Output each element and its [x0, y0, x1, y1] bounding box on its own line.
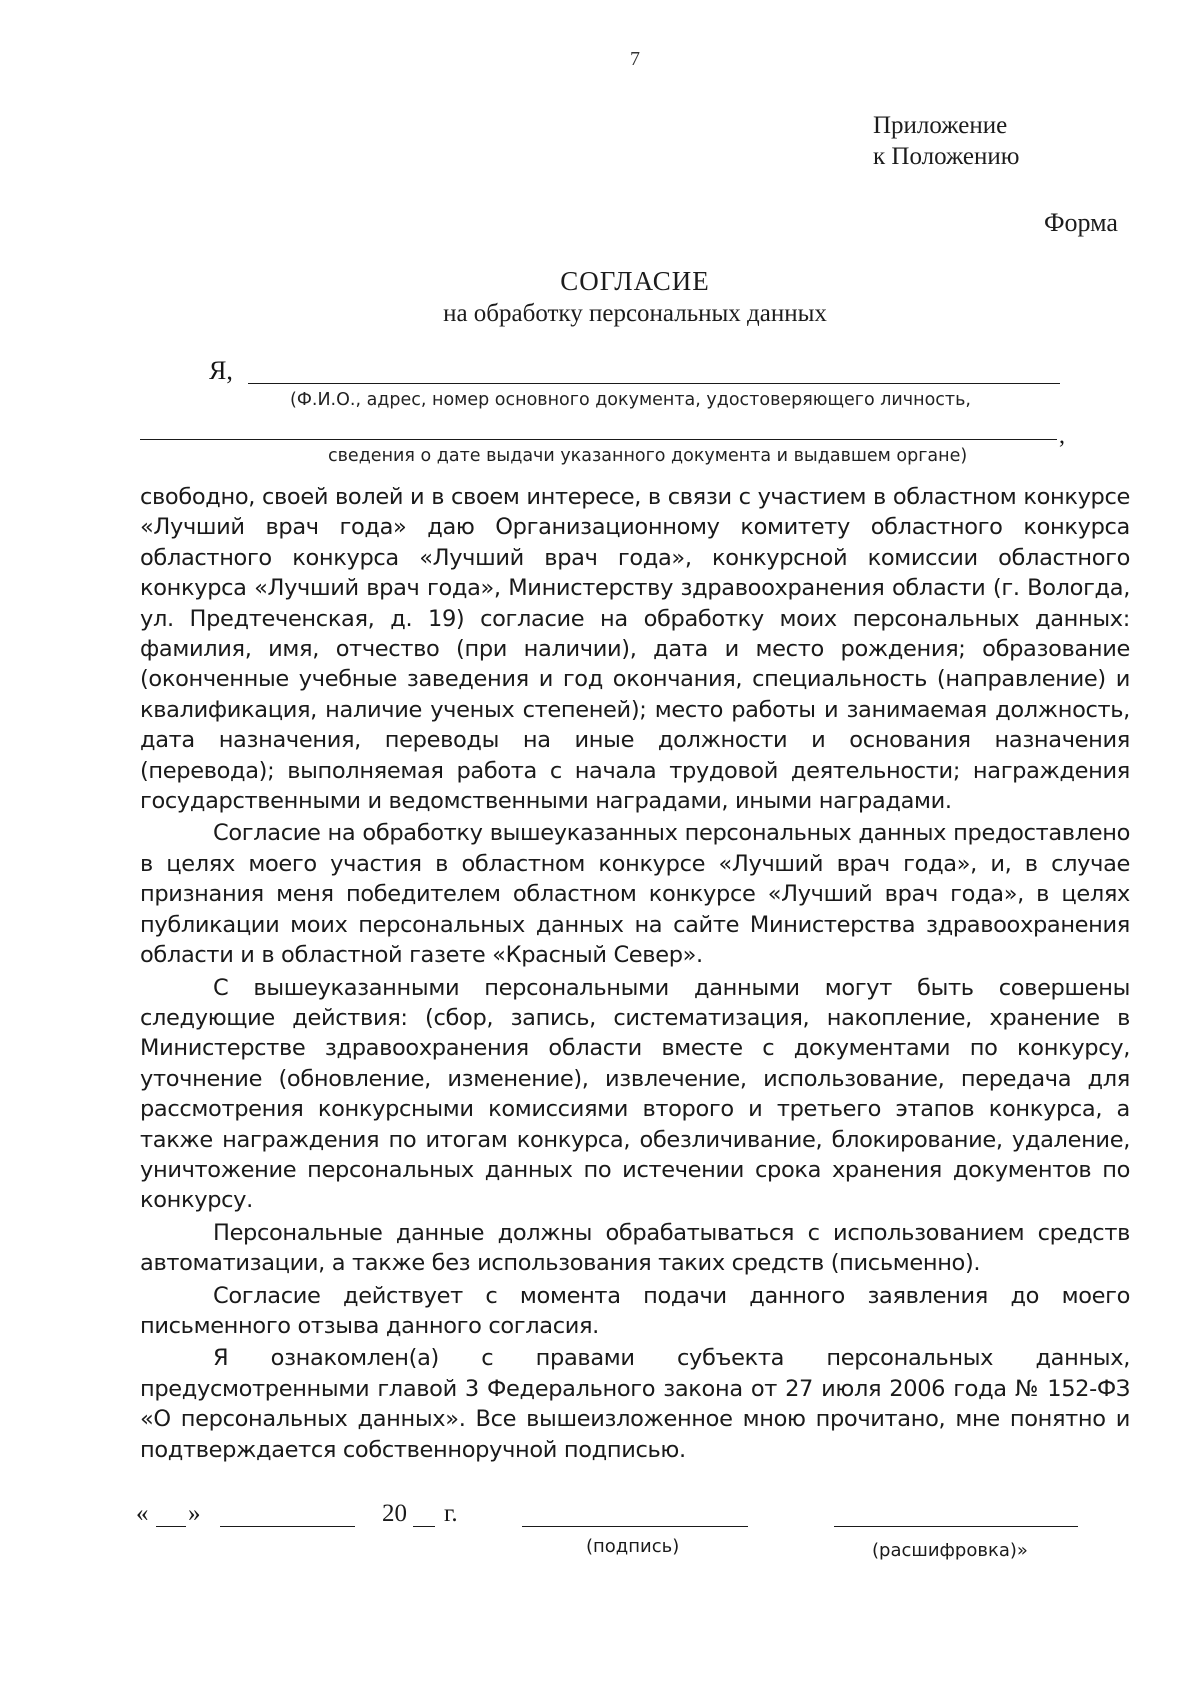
- consent-paragraph-6: Я ознакомлен(а) с правами субъекта персональных данных, предусмотренными главой 3 Федерального закона от 27 июля 2006 года № 152-ФЗ «О персональных данных». Все вышеизложенное мною прочитано, мне понятно и подтверждается собственноручной подписью.: [140, 1345, 1130, 1463]
- signature-decode-field[interactable]: [834, 1526, 1078, 1527]
- consent-paragraph-1: свободно, своей волей и в своем интересе, в связи с участием в областном конкурсе «Лучший врач года» даю Организационному комитету областного конкурса областного конкурса «Лучший врач года», конкурсной комиссии областного конкурса «Лучший врач года», Министерству здравоохранения области (г. Вологда, ул. Предтеченская, д. 19) согласие на обработку моих персональных данных: фамилия, имя, отчество (при наличии), дата и место рождения; образование (оконченные учебные заведения и год окончания, специальность (направление) и квалификация, наличие ученых степеней); место работы и занимаемая должность, дата назначения, переводы на иные должности и основания назначения (перевода); выполняемая работа с начала трудовой деятельности; награждения государственными и ведомственными наградами, иными наградами.: [140, 484, 1130, 815]
- date-quote-open: «: [136, 1500, 149, 1527]
- consent-paragraph-2: Согласие на обработку вышеуказанных персональных данных предоставлено в целях моего участия в областном конкурсе «Лучший врач года», и, в случае признания меня победителем областном конкурсе «Лучший врач года», в целях публикации моих персональных данных на сайте Министерства здравоохранения области и в областной газете «Красный Север».: [140, 820, 1130, 969]
- document-title: СОГЛАСИЕ: [560, 266, 710, 296]
- date-day-field[interactable]: [156, 1526, 186, 1527]
- signature-label: (подпись): [586, 1536, 680, 1557]
- appendix-header: [873, 110, 1019, 172]
- date-year-prefix: 20: [382, 1500, 407, 1527]
- date-month-field[interactable]: [220, 1526, 355, 1527]
- fio-input-line[interactable]: [248, 383, 1060, 384]
- fio-hint-line-2: сведения о дате выдачи указанного документа и выдавшем органе): [328, 446, 968, 466]
- form-label: Форма: [1044, 208, 1118, 237]
- consent-paragraph-4: Персональные данные должны обрабатываться с использованием средств автоматизации, а также без использования таких средств (письменно).: [140, 1219, 1130, 1277]
- appendix-line-1: Приложение: [873, 112, 1008, 139]
- document-details-input-line[interactable]: [140, 439, 1057, 440]
- signature-decode-label: (расшифровка)»: [872, 1540, 1028, 1561]
- date-year-field[interactable]: [413, 1526, 435, 1527]
- fio-comma: ,: [1059, 423, 1065, 449]
- appendix-line-2: к Положению: [873, 143, 1020, 170]
- signature-field[interactable]: [522, 1526, 748, 1527]
- consent-paragraph-5: Согласие действует с момента подачи данного заявления до моего письменного отзыва данного согласия.: [140, 1282, 1130, 1339]
- date-year-suffix: г.: [444, 1500, 458, 1527]
- consent-paragraph-3: С вышеуказанными персональными данными могут быть совершены следующие действия: (сбор, запись, систематизация, накопление, хранение в Министерстве здравоохранения области вместе с документами по конкурсу, уточнение (обновление, изменение), извлечение, использование, передача для рассмотрения конкурсными комиссиями второго и третьего этапов конкурса, а также награждения по итогам конкурса, обезличивание, блокирование, удаление, уничтожение персональных данных по истечении срока хранения документов по конкурсу.: [140, 974, 1130, 1214]
- signature-row: [136, 1500, 1136, 1580]
- date-quote-close: »: [188, 1500, 201, 1527]
- document-subtitle: на обработку персональных данных: [443, 300, 827, 327]
- page-number: 7: [630, 48, 640, 70]
- fio-hint-line-1: (Ф.И.О., адрес, номер основного документа, удостоверяющего личность,: [290, 390, 971, 410]
- consent-body: [140, 482, 1130, 1467]
- fio-prefix: Я,: [209, 356, 233, 385]
